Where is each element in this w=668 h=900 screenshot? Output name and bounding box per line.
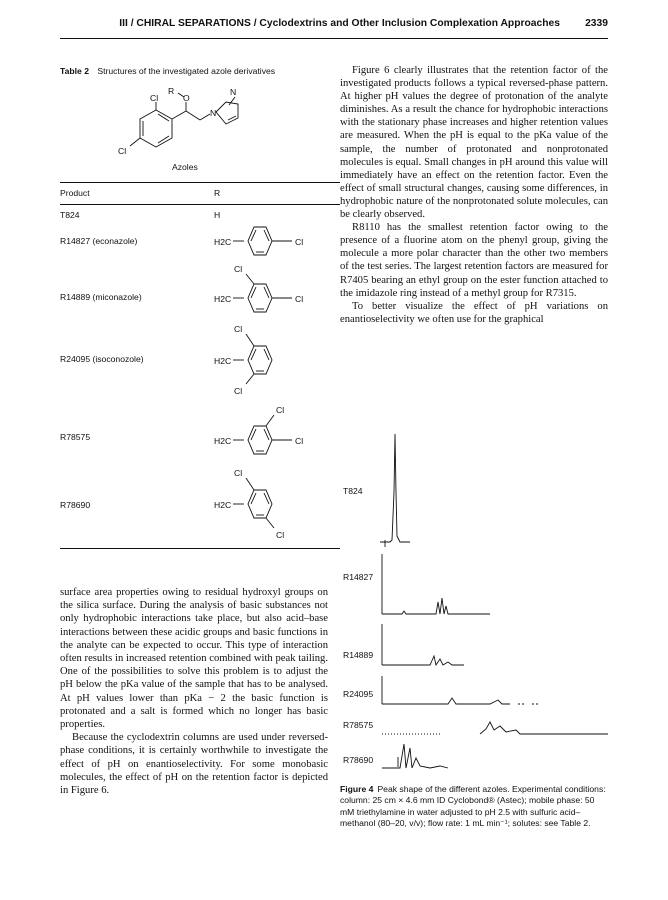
table-header-rule (60, 204, 340, 205)
core-imidazole-ring (216, 102, 238, 124)
core-label-o: O (183, 93, 190, 103)
r-group-structure-miconazole (210, 262, 340, 322)
paragraph: Because the cyclodextrin columns are used under reversed-phase conditions, it is certainly worthwhile to investigate the effect of pH on enantioselectivity. For some monobasic molecules, the effect of pH on the retention factor is depicted in Figure 6. (60, 732, 328, 797)
r-group-structure-isoconozole (210, 322, 340, 402)
substituent-cl-ortho: Cl (234, 264, 243, 274)
left-column-text (60, 586, 328, 797)
core-benzene-ring (140, 110, 172, 147)
trace-label: R14827 (343, 572, 374, 582)
page-number: 2339 (585, 18, 608, 29)
substituent-cl-para: Cl (295, 294, 304, 304)
ch2-label: H2C (214, 294, 232, 304)
column-header-product: Product (60, 188, 90, 198)
ch2-label: H2C (214, 237, 232, 247)
table-row-product: R78690 (60, 500, 91, 510)
table-row-product: R24095 (isoconozole) (60, 354, 144, 364)
header-rule (60, 38, 608, 39)
figure4-caption (340, 784, 608, 830)
substituent-cl-ortho2: Cl (234, 386, 243, 396)
paragraph: Figure 6 clearly illustrates that the retention factor of the investigated products follows a typical reversed-phase pattern. At higher pH values the degree of protonation of the analyte diminishes. As a result the chance for hydrophobic interactions with the stationary phase increases and higher retention values are measured. When the pH is equal to the pKa value of the sample, the number of protonated and nonprotonated molecules is equal. Small changes in pH around this value will immediately have an effect on the retention factor. Even the effect of small structural changes, causing some differences, in hydrophobic nature of the nonprotonated solute molecules, can be clearly observed. (340, 65, 608, 221)
r-group-structure-r78575 (210, 402, 340, 462)
figure4-chromatograms (340, 432, 608, 777)
header-title: III / CHIRAL SEPARATIONS / Cyclodextrins and Other Inclusion Complexation Approaches (119, 18, 560, 29)
trace-label: R78575 (343, 720, 374, 730)
substituent-cl-para: Cl (295, 237, 304, 247)
chromatogram-trace-r78690 (382, 744, 448, 768)
table-bottom-rule (60, 548, 340, 549)
core-label-r: R (168, 86, 175, 96)
running-header (60, 16, 608, 34)
substituent-cl-ortho: Cl (234, 324, 243, 334)
table2-label: Table 2 (60, 66, 89, 76)
core-label-n-top: N (230, 87, 237, 97)
substituent-cl-meta2: Cl (276, 530, 285, 540)
chromatogram-trace-t824 (380, 434, 410, 542)
chromatogram-trace-r14827 (382, 554, 490, 614)
table-row-product: R14827 (econazole) (60, 236, 138, 246)
r-group-structure-econazole (210, 221, 340, 261)
table-row-product: R14889 (miconazole) (60, 292, 142, 302)
paragraph: To better visualize the effect of pH variations on enantioselectivity we often use for the graphical (340, 300, 608, 325)
core-label-n-bottom: N (210, 108, 217, 118)
ch2-label: H2C (214, 500, 232, 510)
trace-label: R78690 (343, 755, 374, 765)
substituent-cl-ortho: Cl (234, 468, 243, 478)
paragraph: R8110 has the smallest retention factor owing to the presence of a fluorine atom on the phenyl group, giving the molecule a more polar character than the other two members of the test series. The largest retention factors are measured for R7405 bearing an ethyl group on the ester function attached to the imidazole ring instead of a methyl group for R7315. (340, 222, 608, 299)
figure4-label: Figure 4 (340, 784, 374, 794)
chromatogram-trace-r24095 (382, 676, 510, 704)
table-row-product: R78575 (60, 432, 91, 442)
trace-label: R24095 (343, 689, 374, 699)
table-row-r-value: H (214, 210, 221, 220)
ch2-label: H2C (214, 436, 232, 446)
substituent-cl-para: Cl (295, 436, 304, 446)
table2-caption (60, 66, 275, 76)
table-top-rule (60, 182, 340, 183)
trace-label: T824 (343, 486, 363, 496)
trace-label: R14889 (343, 650, 374, 660)
chromatogram-trace-r78575-peaks (480, 722, 608, 734)
chromatogram-trace-r14889 (382, 624, 464, 665)
figure4-caption-text: Peak shape of the different azoles. Experimental conditions: column: 25 cm × 4.6 mm ID Cyclobond® (Astec); mobile phase: 50 mM triethylamine in water adjusted to pH 2.5 with sulfuric acid–methanol (80–20, v/v); flow rate: 1 mL min⁻¹; solutes: see Table 2. (340, 784, 606, 829)
azole-core-structure (60, 80, 340, 180)
r-group-structure-r78690 (210, 462, 340, 542)
azoles-label: Azoles (172, 162, 198, 172)
right-column-text (340, 64, 608, 326)
table-row-product: T824 (60, 210, 80, 220)
column-header-r: R (214, 188, 221, 198)
substituent-cl-meta: Cl (276, 405, 285, 415)
core-label-cl-top: Cl (150, 93, 159, 103)
figure4-plot (340, 432, 608, 777)
paragraph: surface area properties owing to residual hydroxyl groups on the silica surface. During the analysis of basic substances not only hydrophobic interactions take place, but also acid–base interactions between these acidic groups and basic functions in the analyte can be expected to occur. This type of interaction often results in increased retention combined with peak tailing. One of the possibilities to solve this problem is to adjust the pH below the pKa value of the sample that has to be analysed. At pH values lower than pKa − 2 the basic function is protonated and a salt is formed which no longer has basic properties. (60, 587, 328, 731)
ch2-label: H2C (214, 356, 232, 366)
table2-caption-text: Structures of the investigated azole derivatives (97, 66, 276, 76)
core-label-cl-bottom: Cl (118, 146, 127, 156)
